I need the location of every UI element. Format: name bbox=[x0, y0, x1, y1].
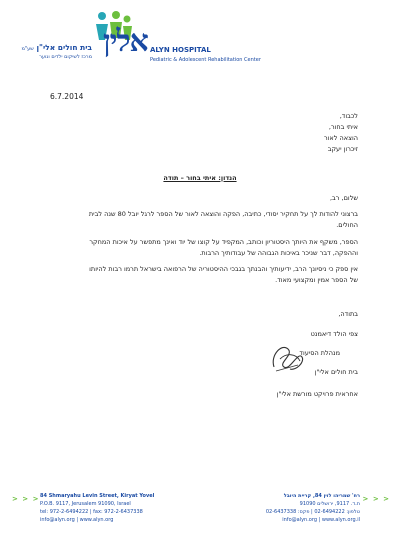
hebrew-hospital-subtitle: מרכז לשיקום ילדים ונוער bbox=[39, 54, 92, 60]
address-line: לכבוד, bbox=[339, 112, 358, 120]
address-line: איתי בחור, bbox=[328, 123, 358, 131]
footer-english-line: P.O.B. 9117, Jerusalem 91090, Israel bbox=[40, 501, 131, 507]
alyn-logo-wordmark: אלין bbox=[103, 24, 148, 59]
footer-english-line: 84 Shmaryahu Levin Street, Kiryat Yovel bbox=[40, 493, 155, 499]
english-hospital-name: ALYN HOSPITAL bbox=[150, 46, 211, 54]
paragraph-line: ברצוני להודות לך על תחקיר יסודי, כתיבה, הפקה והוצאה לאור של הספר לרגל יובל 80 שנה לבית bbox=[88, 210, 358, 218]
footer-hebrew-line: ת.ד. 9117, ירושלים 91090 bbox=[299, 501, 360, 507]
handwritten-signature-icon bbox=[268, 337, 308, 377]
footer-english-link[interactable]: info@alyn.org | www.alyn.org bbox=[40, 517, 114, 523]
letter-greeting: שלום, רב, bbox=[329, 194, 358, 202]
paragraph-line: של הספר אמין ומקצועי מאוד. bbox=[275, 276, 358, 284]
signer-name: צפי הולד דיאמנט bbox=[310, 330, 358, 338]
english-hospital-subtitle: Pediatric & Adolescent Rehabilitation Center bbox=[150, 57, 261, 63]
letter-paragraph-1 bbox=[40, 209, 358, 231]
paragraph-line: החולים. bbox=[336, 221, 358, 229]
recipient-address bbox=[324, 111, 358, 155]
letter-date: 6.7.2014 bbox=[50, 92, 84, 101]
address-line: הוצאה לאור bbox=[323, 134, 358, 142]
paragraph-line: אין ספק כי ניסיונך הרב, ידיעותיך והבנתך בגבכי ההיסטוריה של הרפואה בישראל תרמו רבות להיותו bbox=[89, 265, 358, 273]
footer-english-line: tel: 972-2-6494222 | fax: 972-2-6437338 bbox=[40, 509, 143, 515]
footer-hebrew-link[interactable]: info@alyn.org | www.alyn.org.il bbox=[282, 517, 360, 523]
letter-closing: בתודה, bbox=[338, 310, 358, 318]
letter-subject: הנדון: איתי בחור – תודה bbox=[163, 174, 237, 182]
footer-hebrew-line: רח' שמריהו לוין 84, קריית היובל bbox=[283, 493, 360, 499]
hebrew-hospital-name: בית חולים אלי"ן שע"מ bbox=[21, 43, 92, 52]
paragraph-line: וההפקה, דבר שניכר באיכות הגבוהה של עבודותיך הרבות. bbox=[199, 249, 358, 257]
signer-organization: בית חולים אלי"ן bbox=[314, 368, 358, 376]
footer-hebrew-line: טלפון: 02-6494222 | פקס: 02-6437338 bbox=[265, 509, 360, 515]
footer-english-address bbox=[40, 492, 154, 524]
footer-arrows-left: > > > bbox=[12, 495, 40, 503]
signer-role: אחראית פרויקט מורשת אלי"ן bbox=[276, 390, 358, 398]
letter-paragraph-2 bbox=[40, 237, 358, 259]
letter-paragraph-3 bbox=[40, 264, 358, 286]
signer-title: מנהלת הסיעוד bbox=[299, 349, 340, 357]
paragraph-line: הספר, משקף את היותך היסטוריון וכותב, המקפיד על קוצו של יוד ואינך מתפשר על איכות המחקר bbox=[89, 238, 358, 246]
footer-arrows-right: > > > bbox=[362, 495, 390, 503]
letterhead bbox=[0, 0, 400, 80]
footer-hebrew-address bbox=[266, 492, 360, 524]
address-line: זיכרון יעקב bbox=[327, 145, 358, 153]
